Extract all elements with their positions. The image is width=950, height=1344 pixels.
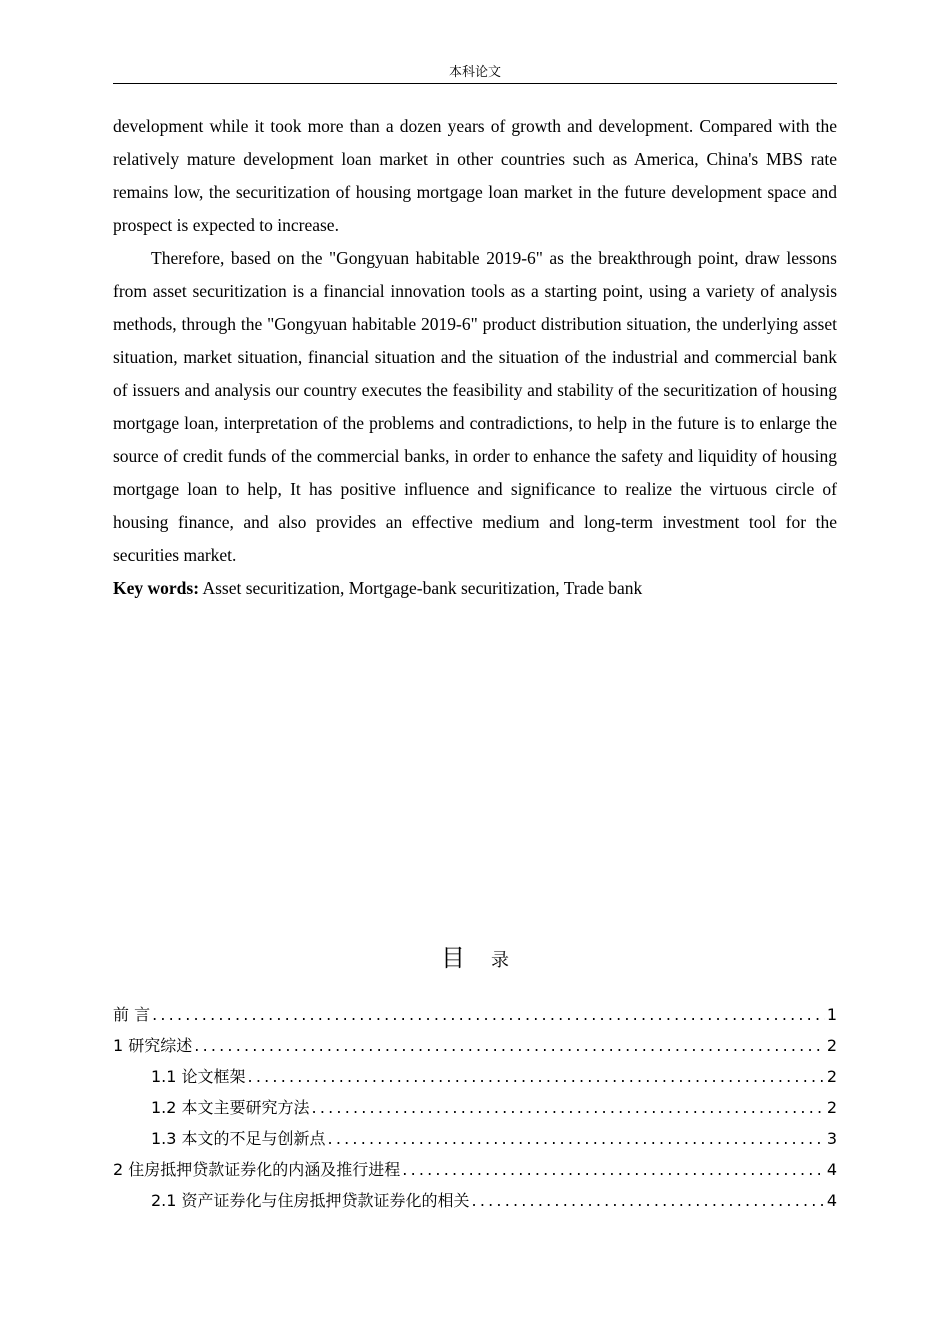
toc-title-part2: 录 bbox=[491, 950, 509, 971]
toc-leader-dots bbox=[312, 1092, 825, 1123]
toc-entry-preface[interactable] bbox=[113, 999, 837, 1030]
toc-leader-dots bbox=[328, 1123, 825, 1154]
toc-entry-label: 1.3 本文的不足与创新点 bbox=[151, 1129, 326, 1148]
keywords-line bbox=[113, 572, 837, 605]
toc-title-part1: 目 bbox=[441, 944, 465, 972]
toc-entry-label: 2 住房抵押贷款证券化的内涵及推行进程 bbox=[113, 1160, 401, 1179]
toc-entry-page: 1 bbox=[826, 1005, 837, 1024]
toc-entry-label: 2.1 资产证券化与住房抵押贷款证券化的相关 bbox=[151, 1191, 470, 1210]
table-of-contents bbox=[113, 999, 837, 1216]
toc-entry-label: 1 研究综述 bbox=[113, 1036, 193, 1055]
toc-entry-page: 2 bbox=[826, 1036, 837, 1055]
page-header bbox=[113, 63, 837, 84]
header-title: 本科论文 bbox=[448, 65, 501, 80]
abstract-paragraph-2: Therefore, based on the "Gongyuan habitable 2019-6" as the breakthrough point, draw lessons from asset securitization is a financial innovation tools as a starting point, using a variety of analysis methods, through the "Gongyuan habitable 2019-6" product distribution situation, the underlying asset situation, market situation, financial situation and the situation of the industrial and commercial bank of issuers and analysis our country executes the feasibility and stability of the securitization of housing mortgage loan, interpretation of the problems and contradictions, to help in the future is to enlarge the source of credit funds of the commercial banks, in order to enhance the safety and liquidity of housing mortgage loan to help, It has positive influence and significance to realize the virtuous circle of housing finance, and also provides an effective medium and long-term investment tool for the securities market. bbox=[113, 248, 837, 565]
toc-entry-section-2-1[interactable] bbox=[113, 1185, 837, 1216]
toc-entry-section-1-3[interactable] bbox=[113, 1123, 837, 1154]
toc-leader-dots bbox=[194, 1030, 825, 1061]
abstract-section bbox=[113, 110, 837, 605]
toc-entry-chapter-1[interactable] bbox=[113, 1030, 837, 1061]
toc-entry-section-1-1[interactable] bbox=[113, 1061, 837, 1092]
toc-entry-label: 1.1 论文框架 bbox=[151, 1067, 246, 1086]
toc-leader-dots bbox=[472, 1185, 825, 1216]
toc-entry-page: 2 bbox=[826, 1098, 837, 1117]
toc-entry-page: 4 bbox=[826, 1160, 837, 1179]
abstract-paragraph-1: development while it took more than a dozen years of growth and development. Compared with the relatively mature development loan market in other countries such as America, China's MBS rate remains low, the securitization of housing mortgage loan market in the future development space and prospect is expected to increase. bbox=[113, 116, 837, 235]
toc-entry-label: 前 言 bbox=[113, 1005, 151, 1024]
toc-entry-label: 1.2 本文主要研究方法 bbox=[151, 1098, 310, 1117]
toc-entry-section-1-2[interactable] bbox=[113, 1092, 837, 1123]
toc-entry-chapter-2[interactable] bbox=[113, 1154, 837, 1185]
toc-title bbox=[0, 938, 950, 973]
toc-entry-page: 4 bbox=[826, 1191, 837, 1210]
toc-leader-dots bbox=[152, 999, 825, 1030]
toc-leader-dots bbox=[402, 1154, 825, 1185]
keywords-label: Key words: bbox=[113, 578, 200, 598]
toc-entry-page: 2 bbox=[826, 1067, 837, 1086]
keywords-text: Asset securitization, Mortgage-bank securitization, Trade bank bbox=[202, 578, 643, 598]
toc-entry-page: 3 bbox=[826, 1129, 837, 1148]
toc-leader-dots bbox=[248, 1061, 825, 1092]
